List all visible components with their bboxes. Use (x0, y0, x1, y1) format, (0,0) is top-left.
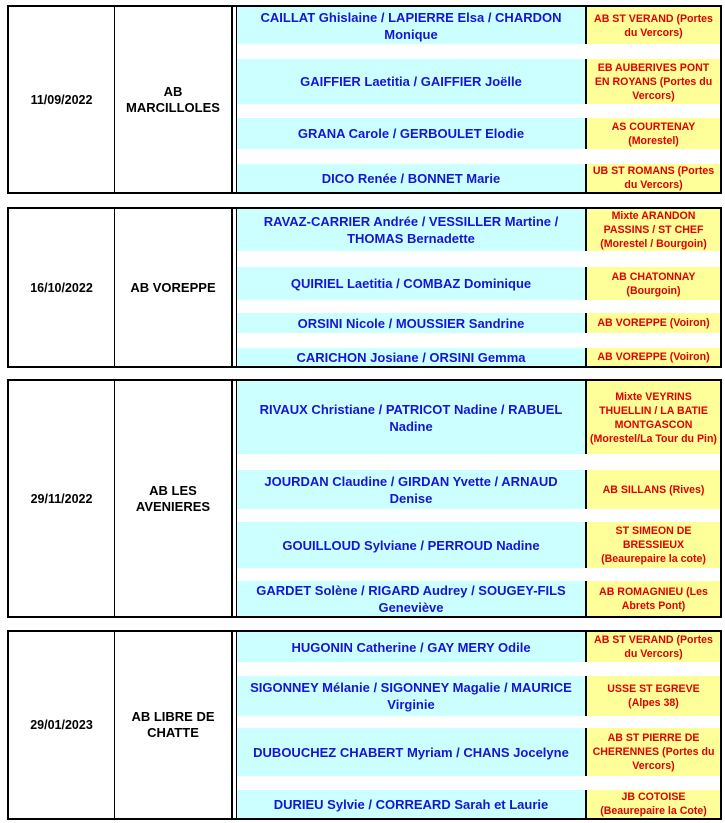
team-names: HUGONIN Catherine / GAY MERY Odile (237, 632, 585, 662)
tournament-date: 29/11/2022 (9, 381, 115, 616)
team-club-location: AB ST PIERRE DE CHERENNES (Portes du Vercors) (585, 728, 720, 776)
team-club-location: AB ROMAGNIEU (Les Abrets Pont) (585, 581, 720, 616)
host-club: AB MARCILLOLES (115, 7, 233, 192)
host-club: AB LIBRE DE CHATTE (115, 632, 233, 818)
team-club-location: USSE ST EGREVE (Alpes 38) (585, 676, 720, 716)
tournament-block-3 (7, 379, 722, 618)
team-names: RAVAZ-CARRIER Andrée / VESSILLER Martine / THOMAS Bernadette (237, 209, 585, 251)
team-names: DICO Renée / BONNET Marie (237, 164, 585, 192)
team-club-location: Mixte VEYRINS THUELLIN / LA BATIE MONTGASCON (Morestel/La Tour du Pin) (585, 381, 720, 454)
team-names: GARDET Solène / RIGARD Audrey / SOUGEY-FILS Geneviève (237, 581, 585, 616)
team-club-location: ST SIMEON DE BRESSIEUX (Beaurepaire la cote) (585, 522, 720, 568)
team-club-location: AB CHATONNAY (Bourgoin) (585, 267, 720, 300)
tournament-date: 16/10/2022 (9, 209, 115, 366)
team-names: RIVAUX Christiane / PATRICOT Nadine / RABUEL Nadine (237, 381, 585, 454)
team-names: QUIRIEL Laetitia / COMBAZ Dominique (237, 267, 585, 300)
team-names: CARICHON Josiane / ORSINI Gemma (237, 348, 585, 366)
team-names: GRANA Carole / GERBOULET Elodie (237, 118, 585, 149)
tournament-block-4 (7, 630, 722, 820)
team-club-location: AB ST VERAND (Portes du Vercors) (585, 632, 720, 662)
team-club-location: AB VOREPPE (Voiron) (585, 348, 720, 366)
team-names: DUBOUCHEZ CHABERT Myriam / CHANS Jocelyne (237, 728, 585, 776)
team-club-location: AB ST VERAND (Portes du Vercors) (585, 7, 720, 44)
tournament-date: 11/09/2022 (9, 7, 115, 192)
host-club: AB LES AVENIERES (115, 381, 233, 616)
team-club-location: AB VOREPPE (Voiron) (585, 313, 720, 333)
team-club-location: AB SILLANS (Rives) (585, 470, 720, 509)
team-names: CAILLAT Ghislaine / LAPIERRE Elsa / CHARDON Monique (237, 7, 585, 44)
host-club: AB VOREPPE (115, 209, 233, 366)
team-club-location: EB AUBERIVES PONT EN ROYANS (Portes du Vercors) (585, 59, 720, 104)
team-club-location: Mixte ARANDON PASSINS / ST CHEF (Morestel / Bourgoin) (585, 209, 720, 251)
team-names: GOUILLOUD Sylviane / PERROUD Nadine (237, 522, 585, 568)
tournament-date: 29/01/2023 (9, 632, 115, 818)
team-names: JOURDAN Claudine / GIRDAN Yvette / ARNAUD Denise (237, 470, 585, 509)
team-club-location: AS COURTENAY (Morestel) (585, 118, 720, 149)
team-club-location: UB ST ROMANS (Portes du Vercors) (585, 164, 720, 192)
team-names: DURIEU Sylvie / CORREARD Sarah et Laurie (237, 790, 585, 818)
team-names: GAIFFIER Laetitia / GAIFFIER Joëlle (237, 59, 585, 104)
team-club-location: JB COTOISE (Beaurepaire la Cote) (585, 790, 720, 818)
team-names: SIGONNEY Mélanie / SIGONNEY Magalie / MAURICE Virginie (237, 676, 585, 716)
tournament-block-1 (7, 5, 722, 194)
tournament-block-2 (7, 207, 722, 368)
team-names: ORSINI Nicole / MOUSSIER Sandrine (237, 313, 585, 333)
